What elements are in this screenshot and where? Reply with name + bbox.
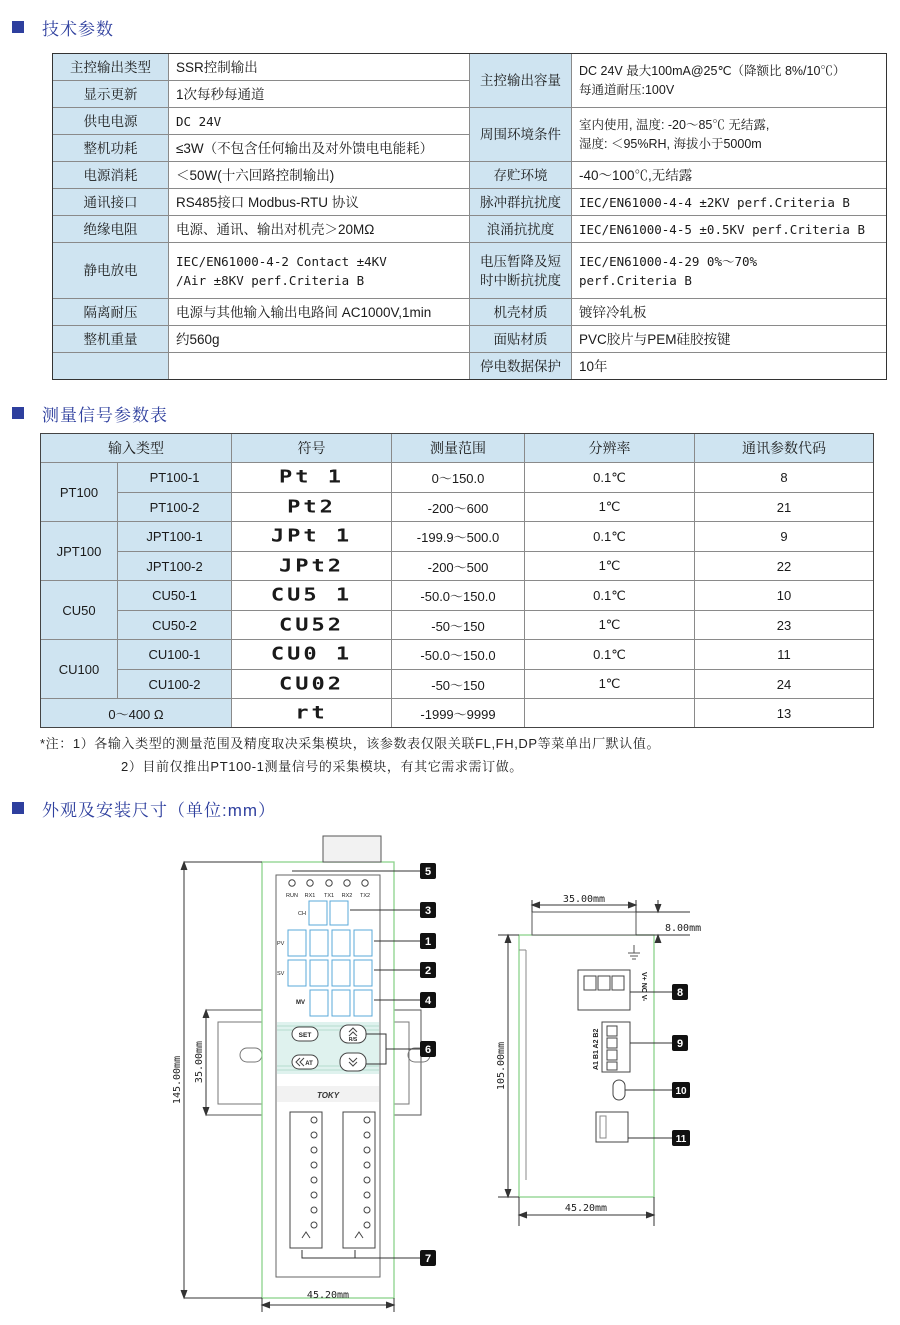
- section-header-specs: [12, 15, 114, 39]
- type-cell: PT100-1: [118, 463, 232, 493]
- spec-value: [572, 243, 886, 299]
- table-header: 输入类型: [41, 434, 232, 463]
- type-cell: CU100-1: [118, 640, 232, 670]
- comm-terminal: [602, 1022, 630, 1072]
- symbol-cell: [232, 670, 392, 699]
- resolution-cell: 0.1℃: [525, 463, 695, 493]
- table-header: 符号: [232, 434, 392, 463]
- symbol-cell: [232, 522, 392, 552]
- spec-value-line: /Air ±8KV perf.Criteria B: [176, 272, 365, 288]
- spec-value: PVC胶片与PEM硅胶按键: [572, 326, 886, 353]
- dimension-drawing: [0, 820, 900, 1325]
- range-cell: -50～150: [392, 611, 525, 640]
- dim-label-8: 8.00mm: [665, 923, 702, 934]
- set-key-label: SET: [298, 1032, 312, 1039]
- callout-label: 1: [424, 936, 432, 948]
- spec-label: 静电放电: [53, 243, 169, 299]
- type-cell: JPT100-1: [118, 522, 232, 552]
- resolution-cell: 0.1℃: [525, 522, 695, 552]
- callout-label: 2: [424, 965, 432, 977]
- spec-value: 1次每秒每通道: [169, 81, 470, 108]
- spec-value: 电源与其他输入输出电路间 AC1000V,1min: [169, 299, 470, 326]
- led-label: TX2: [359, 893, 371, 899]
- section-title: 测量信号参数表: [42, 405, 168, 425]
- resolution-cell: 1℃: [525, 552, 695, 581]
- spec-value: [572, 108, 886, 162]
- led-label: RX2: [341, 893, 353, 899]
- spec-label: 绝缘电阻: [53, 216, 169, 243]
- spec-label-line: 时中断抗扰度: [480, 272, 561, 288]
- code-cell: 11: [695, 640, 873, 670]
- callout-label: 10: [675, 1086, 687, 1097]
- mv-label: MV: [296, 1000, 305, 1006]
- spec-table: [52, 53, 887, 380]
- display-symbol: rt: [295, 703, 328, 723]
- spec-value-line: 湿度: ＜95%RH, 海拔小于5000m: [579, 136, 762, 151]
- spec-label: 显示更新: [53, 81, 169, 108]
- spec-label: 隔离耐压: [53, 299, 169, 326]
- dim-label-45-front: 45.20mm: [306, 1290, 350, 1301]
- spec-value-line: DC 24V 最大100mA@25℃（降额比 8%/10℃）: [579, 63, 846, 78]
- ch-label: CH: [298, 911, 306, 917]
- group-cell: CU50: [41, 581, 118, 640]
- table-header: 通讯参数代码: [695, 434, 873, 463]
- section-header-dimensions: [12, 796, 276, 820]
- type-cell: JPT100-2: [118, 552, 232, 581]
- code-cell: 13: [695, 699, 873, 727]
- code-cell: 22: [695, 552, 873, 581]
- group-cell: CU100: [41, 640, 118, 699]
- signal-table: [40, 433, 874, 728]
- dim-label-35-top: 35.00mm: [562, 894, 606, 905]
- spec-label-empty: [53, 353, 169, 379]
- footnote: 2）目前仅推出PT100-1测量信号的采集模块，有其它需求需订做。: [121, 759, 523, 774]
- comm-terminal-label: A1 B1 A2 B2: [593, 1028, 600, 1070]
- callout-label: 7: [424, 1253, 432, 1265]
- symbol-cell: [232, 552, 392, 581]
- spec-label: 主控输出类型: [53, 54, 169, 81]
- dim-label-35: 35.00mm: [194, 1040, 205, 1084]
- group-cell: JPT100: [41, 522, 118, 581]
- type-cell: PT100-2: [118, 493, 232, 522]
- power-terminal-label: V+ NC V-: [640, 972, 647, 1002]
- table-header: 测量范围: [392, 434, 525, 463]
- dim-label-45-side: 45.20mm: [564, 1203, 608, 1214]
- table-header: 分辨率: [525, 434, 695, 463]
- spec-label: 电源消耗: [53, 162, 169, 189]
- range-cell: -200～600: [392, 493, 525, 522]
- spec-value-empty: [169, 353, 470, 379]
- spec-value: SSR控制输出: [169, 54, 470, 81]
- spec-label: 主控输出容量: [470, 54, 572, 108]
- spec-value: -40～100℃,无结露: [572, 162, 886, 189]
- spec-value-line: IEC/EN61000-4-2 Contact ±4KV: [176, 253, 387, 269]
- section-title: 外观及安装尺寸（单位:mm）: [42, 800, 277, 820]
- spec-label-line: 电压暂降及短: [480, 253, 561, 269]
- display-symbol: Pt2: [287, 497, 336, 517]
- spec-label: 脉冲群抗扰度: [470, 189, 572, 216]
- code-cell: 8: [695, 463, 873, 493]
- resolution-cell-empty: [525, 699, 695, 727]
- spec-label: 机壳材质: [470, 299, 572, 326]
- spec-label: 供电电源: [53, 108, 169, 135]
- callout-label: 6: [424, 1044, 432, 1056]
- spec-value: IEC/EN61000-4-4 ±2KV perf.Criteria B: [572, 189, 886, 216]
- callout-label: 9: [676, 1038, 684, 1050]
- spec-value: [572, 54, 886, 108]
- type-cell: CU50-2: [118, 611, 232, 640]
- display-symbol: CU52: [279, 615, 344, 635]
- range-cell: -50.0～150.0: [392, 640, 525, 670]
- group-cell: PT100: [41, 463, 118, 522]
- callout-label: 8: [676, 987, 684, 999]
- spec-value: IEC/EN61000-4-5 ±0.5KV perf.Criteria B: [572, 216, 886, 243]
- square-bullet-icon: [12, 21, 24, 33]
- symbol-cell: [232, 581, 392, 611]
- spec-label: 整机功耗: [53, 135, 169, 162]
- code-cell: 9: [695, 522, 873, 552]
- range-cell: 0～150.0: [392, 463, 525, 493]
- spec-value: 10年: [572, 353, 886, 379]
- callout-label: 11: [675, 1134, 687, 1145]
- code-cell: 23: [695, 611, 873, 640]
- code-cell: 10: [695, 581, 873, 611]
- led-label: TX1: [323, 893, 335, 899]
- display-symbol: CU0 1: [270, 644, 353, 665]
- type-cell: 0～400 Ω: [41, 699, 232, 727]
- spec-label: 面贴材质: [470, 326, 572, 353]
- spec-value: 镀锌冷轧板: [572, 299, 886, 326]
- callout-label: 3: [424, 905, 432, 917]
- spec-label: 整机重量: [53, 326, 169, 353]
- spec-value-line: 室内使用, 温度: -20～85℃ 无结露,: [579, 117, 770, 132]
- led-label: RX1: [304, 893, 316, 899]
- spec-label: 周围环境条件: [470, 108, 572, 162]
- display-symbol: CU02: [279, 674, 344, 694]
- symbol-cell: [232, 493, 392, 522]
- square-bullet-icon: [12, 407, 24, 419]
- spec-label: 存贮环境: [470, 162, 572, 189]
- symbol-cell: [232, 699, 392, 727]
- spec-value-line: IEC/EN61000-4-29 0%～70%: [579, 253, 758, 269]
- code-cell: 21: [695, 493, 873, 522]
- type-cell: CU100-2: [118, 670, 232, 699]
- spec-label: [470, 243, 572, 299]
- spec-value: RS485接口 Modbus-RTU 协议: [169, 189, 470, 216]
- spec-label: 浪涌抗扰度: [470, 216, 572, 243]
- spec-value: ＜50W(十六回路控制输出): [169, 162, 470, 189]
- at-key-label: AT: [305, 1061, 313, 1067]
- rs-key-label: R/S: [348, 1037, 358, 1043]
- spec-value: 电源、通讯、输出对机壳＞20MΩ: [169, 216, 470, 243]
- resolution-cell: 0.1℃: [525, 581, 695, 611]
- range-cell: -50.0～150.0: [392, 581, 525, 611]
- section-title: 技术参数: [42, 19, 114, 39]
- range-cell: -200～500: [392, 552, 525, 581]
- symbol-cell: [232, 611, 392, 640]
- spec-value: ≤3W（不包含任何输出及对外馈电电能耗）: [169, 135, 470, 162]
- range-cell: -1999～9999: [392, 699, 525, 727]
- symbol-cell: [232, 640, 392, 670]
- range-cell: -199.9～500.0: [392, 522, 525, 552]
- spec-label: 停电数据保护: [470, 353, 572, 379]
- dim-label-145: 145.00mm: [172, 1055, 183, 1105]
- spec-value-line: 每通道耐压:100V: [579, 82, 675, 97]
- resolution-cell: 1℃: [525, 670, 695, 699]
- resolution-cell: 1℃: [525, 493, 695, 522]
- code-cell: 24: [695, 670, 873, 699]
- footnote: *注：1）各输入类型的测量范围及精度取决采集模块，该参数表仅限关联FL,FH,DP等菜单出厂默认值。: [40, 736, 661, 751]
- display-symbol: CU5 1: [270, 585, 353, 606]
- display-symbol: JPt 1: [270, 526, 353, 547]
- spec-value: DC 24V: [169, 108, 470, 135]
- led-label: RUN: [286, 893, 298, 899]
- display-symbol: JPt2: [279, 556, 344, 576]
- sv-label: SV: [277, 971, 285, 977]
- section-header-signal: [12, 401, 168, 425]
- type-cell: CU50-1: [118, 581, 232, 611]
- callout-label: 5: [424, 866, 432, 878]
- spec-label: 通讯接口: [53, 189, 169, 216]
- brand-logo: TOKY: [316, 1091, 340, 1100]
- pv-label: PV: [277, 941, 285, 947]
- spec-value-line: perf.Criteria B: [579, 272, 692, 288]
- dim-label-105: 105.00mm: [496, 1041, 507, 1091]
- range-cell: -50～150: [392, 670, 525, 699]
- resolution-cell: 0.1℃: [525, 640, 695, 670]
- display-symbol: Pt 1: [279, 467, 344, 488]
- spec-value: [169, 243, 470, 299]
- callout-label: 4: [424, 995, 432, 1007]
- resolution-cell: 1℃: [525, 611, 695, 640]
- side-top-bracket: [532, 912, 636, 935]
- top-clip: [323, 836, 381, 862]
- square-bullet-icon: [12, 802, 24, 814]
- spec-value: 约560g: [169, 326, 470, 353]
- symbol-cell: [232, 463, 392, 493]
